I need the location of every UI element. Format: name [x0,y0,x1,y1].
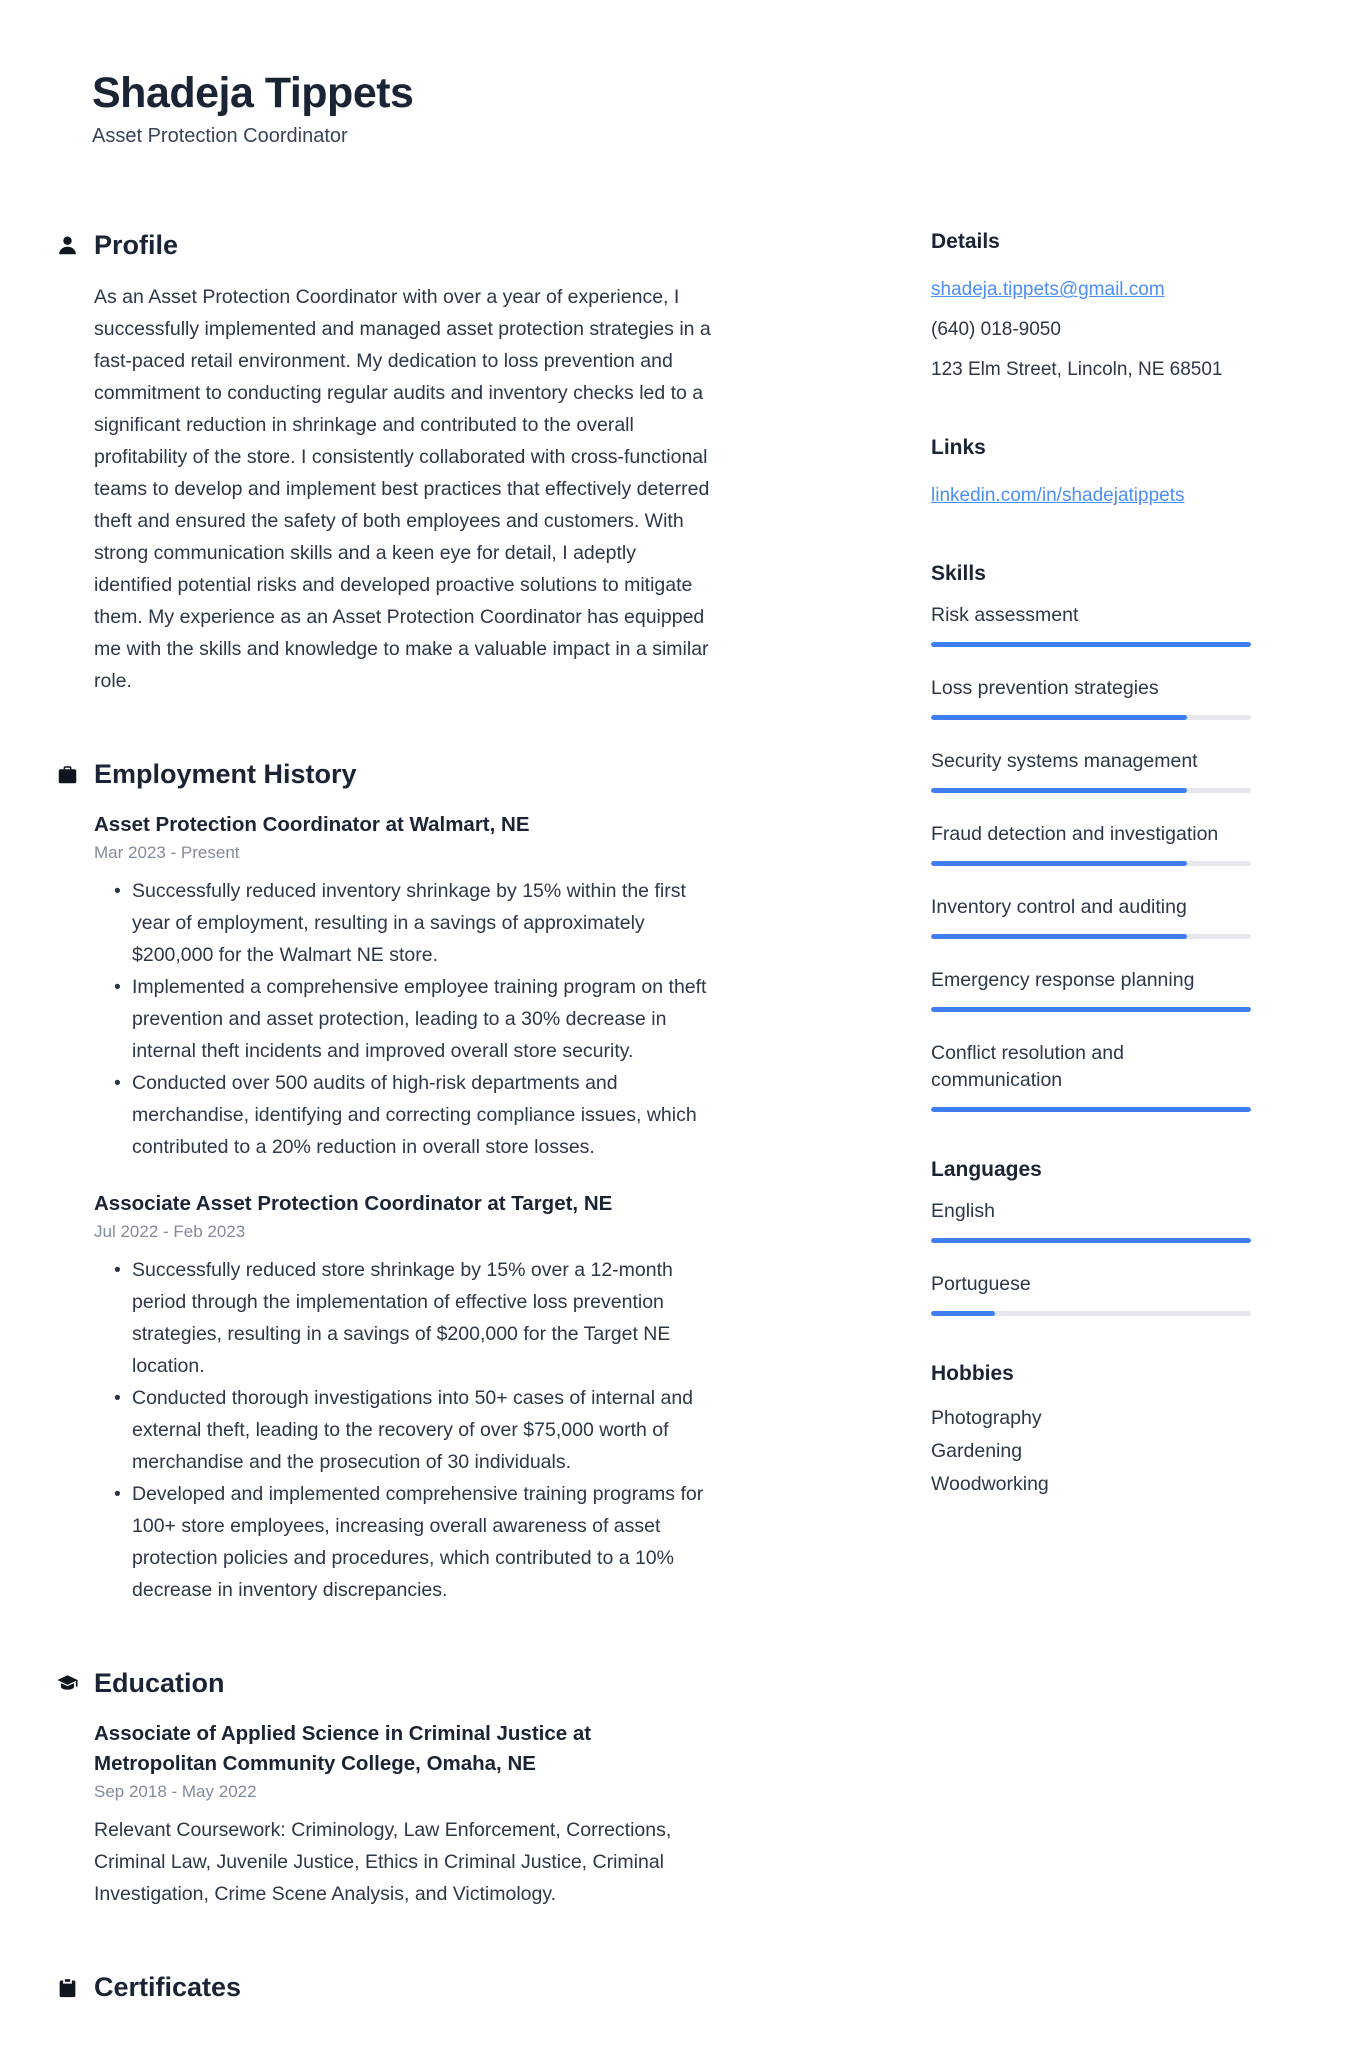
skill-bar-fill [931,934,1187,939]
skill-label: Conflict resolution and communication [931,1042,1124,1092]
candidate-name: Shadeja Tippets [92,69,414,117]
person-icon [57,235,78,256]
language-item [931,1198,1251,1243]
language-label: Portuguese [931,1273,1031,1296]
languages-heading: Languages [931,1158,1042,1182]
email-link[interactable]: shadeja.tippets@gmail.com [931,279,1165,301]
skill-label: Risk assessment [931,604,1079,627]
skill-bar-fill [931,861,1187,866]
job-entry [94,810,717,1163]
hobby-item: Gardening [931,1440,1023,1463]
language-bar [931,1311,1251,1316]
hobby-item: Photography [931,1407,1042,1430]
skill-item [931,1040,1251,1112]
details-block [931,230,1251,390]
skill-item [931,821,1251,866]
resume-header [92,70,1251,148]
education-section [57,1668,717,1910]
language-bar-fill [931,1311,995,1316]
job-dates: Jul 2022 - Feb 2023 [94,1222,246,1242]
skill-label: Emergency response planning [931,969,1195,992]
skill-bar [931,934,1251,939]
skill-bar-fill [931,642,1251,647]
employment-heading [57,759,717,790]
candidate-job-title: Asset Protection Coordinator [92,125,348,148]
hobby-item: Woodworking [931,1473,1049,1496]
skill-label: Fraud detection and investigation [931,823,1219,846]
hobbies-heading: Hobbies [931,1362,1014,1386]
clipboard-list-icon [57,1977,78,1998]
certificates-heading-label: Certificates [94,1972,242,2003]
skill-bar [931,1107,1251,1112]
job-bullet: • Conducted over 500 audits of high-risk departments and merchandise, identifying and correcting compliance issues, which contributed to a 20% reduction in overall store losses. [114,1067,717,1163]
skill-item [931,675,1251,720]
skill-bar [931,642,1251,647]
job-bullet: • Developed and implemented comprehensive training programs for 100+ store employees, increasing overall awareness of asset protection policies and procedures, which contributed to a 10% decrease in inventory discrepancies. [114,1478,717,1606]
skill-bar-fill [931,715,1187,720]
skill-item [931,748,1251,793]
education-heading-label: Education [94,1668,225,1699]
skill-label: Security systems management [931,750,1198,773]
job-bullet: • Conducted thorough investigations into 50+ cases of internal and external theft, leading to the recovery of over $75,000 worth of merchandise and the prosecution of 30 individuals. [114,1382,717,1478]
phone-number: (640) 018-9050 [931,319,1061,341]
hobbies-block [931,1362,1251,1501]
content-columns [57,230,1251,2023]
job-bullet: • Successfully reduced store shrinkage by 15% over a 12-month period through the implementation of effective loss prevention strategies, resulting in a savings of $200,000 for the Target NE location. [114,1254,717,1382]
skill-label: Loss prevention strategies [931,677,1159,700]
education-entry [94,1719,717,1910]
details-heading: Details [931,230,1000,254]
education-heading [57,1668,717,1699]
profile-heading-label: Profile [94,230,179,261]
skills-block [931,562,1251,1112]
profile-summary: As an Asset Protection Coordinator with over a year of experience, I successfully implemented and managed asset protection strategies in a fast-paced retail environment. My dedication to loss prevention and commitment to conducting regular audits and inventory checks led to a significant reduction in shrinkage and contributed to the overall profitability of the store. I consistently collaborated with cross-functional teams to develop and implement best practices that effectively deterred theft and ensured the safety of both employees and customers. With strong communication skills and a keen eye for detail, I adeptly identified potential risks and developed proactive solutions to mitigate them. My experience as an Asset Protection Coordinator has equipped me with the skills and knowledge to make a valuable impact in a similar role. [94,286,711,693]
briefcase-icon [57,764,78,785]
skill-label: Inventory control and auditing [931,896,1187,919]
skill-bar [931,861,1251,866]
graduation-cap-icon [57,1673,78,1694]
skill-bar-fill [931,1007,1251,1012]
language-bar [931,1238,1251,1243]
skill-bar [931,788,1251,793]
languages-block [931,1158,1251,1316]
profile-section [57,230,717,697]
skill-bar-fill [931,788,1187,793]
skills-heading: Skills [931,562,986,586]
job-bullet: • Successfully reduced inventory shrinkage by 15% within the first year of employment, resulting in a savings of approximately $200,000 for the Walmart NE store. [114,875,717,971]
skill-bar [931,715,1251,720]
job-entry [94,1189,717,1606]
linkedin-link[interactable]: linkedin.com/in/shadejatippets [931,485,1185,507]
language-item [931,1271,1251,1316]
sidebar-column [931,230,1251,2023]
job-bullet: • Implemented a comprehensive employee training program on theft prevention and asset protection, leading to a 30% decrease in internal theft incidents and improved overall store security. [114,971,717,1067]
employment-section [57,759,717,1606]
skill-bar [931,1007,1251,1012]
job-dates: Mar 2023 - Present [94,843,240,863]
postal-address: 123 Elm Street, Lincoln, NE 68501 [931,359,1223,381]
certificates-section [57,1972,717,2003]
language-bar-fill [931,1238,1251,1243]
degree-title: Associate of Applied Science in Criminal Justice at Metropolitan Community College, Omaha, NE [94,1722,592,1776]
job-bullet-list [114,1254,717,1606]
job-title: Associate Asset Protection Coordinator at Target, NE [94,1192,613,1216]
language-label: English [931,1200,995,1223]
profile-heading [57,230,717,261]
skill-bar-fill [931,1107,1251,1112]
skill-item [931,602,1251,647]
skill-item [931,894,1251,939]
job-title: Asset Protection Coordinator at Walmart, NE [94,813,530,837]
education-coursework: Relevant Coursework: Criminology, Law Enforcement, Corrections, Criminal Law, Juvenile Justice, Ethics in Criminal Justice, Criminal Investigation, Crime Scene Analysis, and Victimology. [94,1819,672,1906]
main-column [57,230,717,2023]
skill-item [931,967,1251,1012]
links-block [931,436,1251,516]
education-dates: Sep 2018 - May 2022 [94,1782,257,1802]
employment-heading-label: Employment History [94,759,357,790]
links-heading: Links [931,436,986,460]
job-bullet-list [114,875,717,1163]
certificates-heading [57,1972,717,2003]
